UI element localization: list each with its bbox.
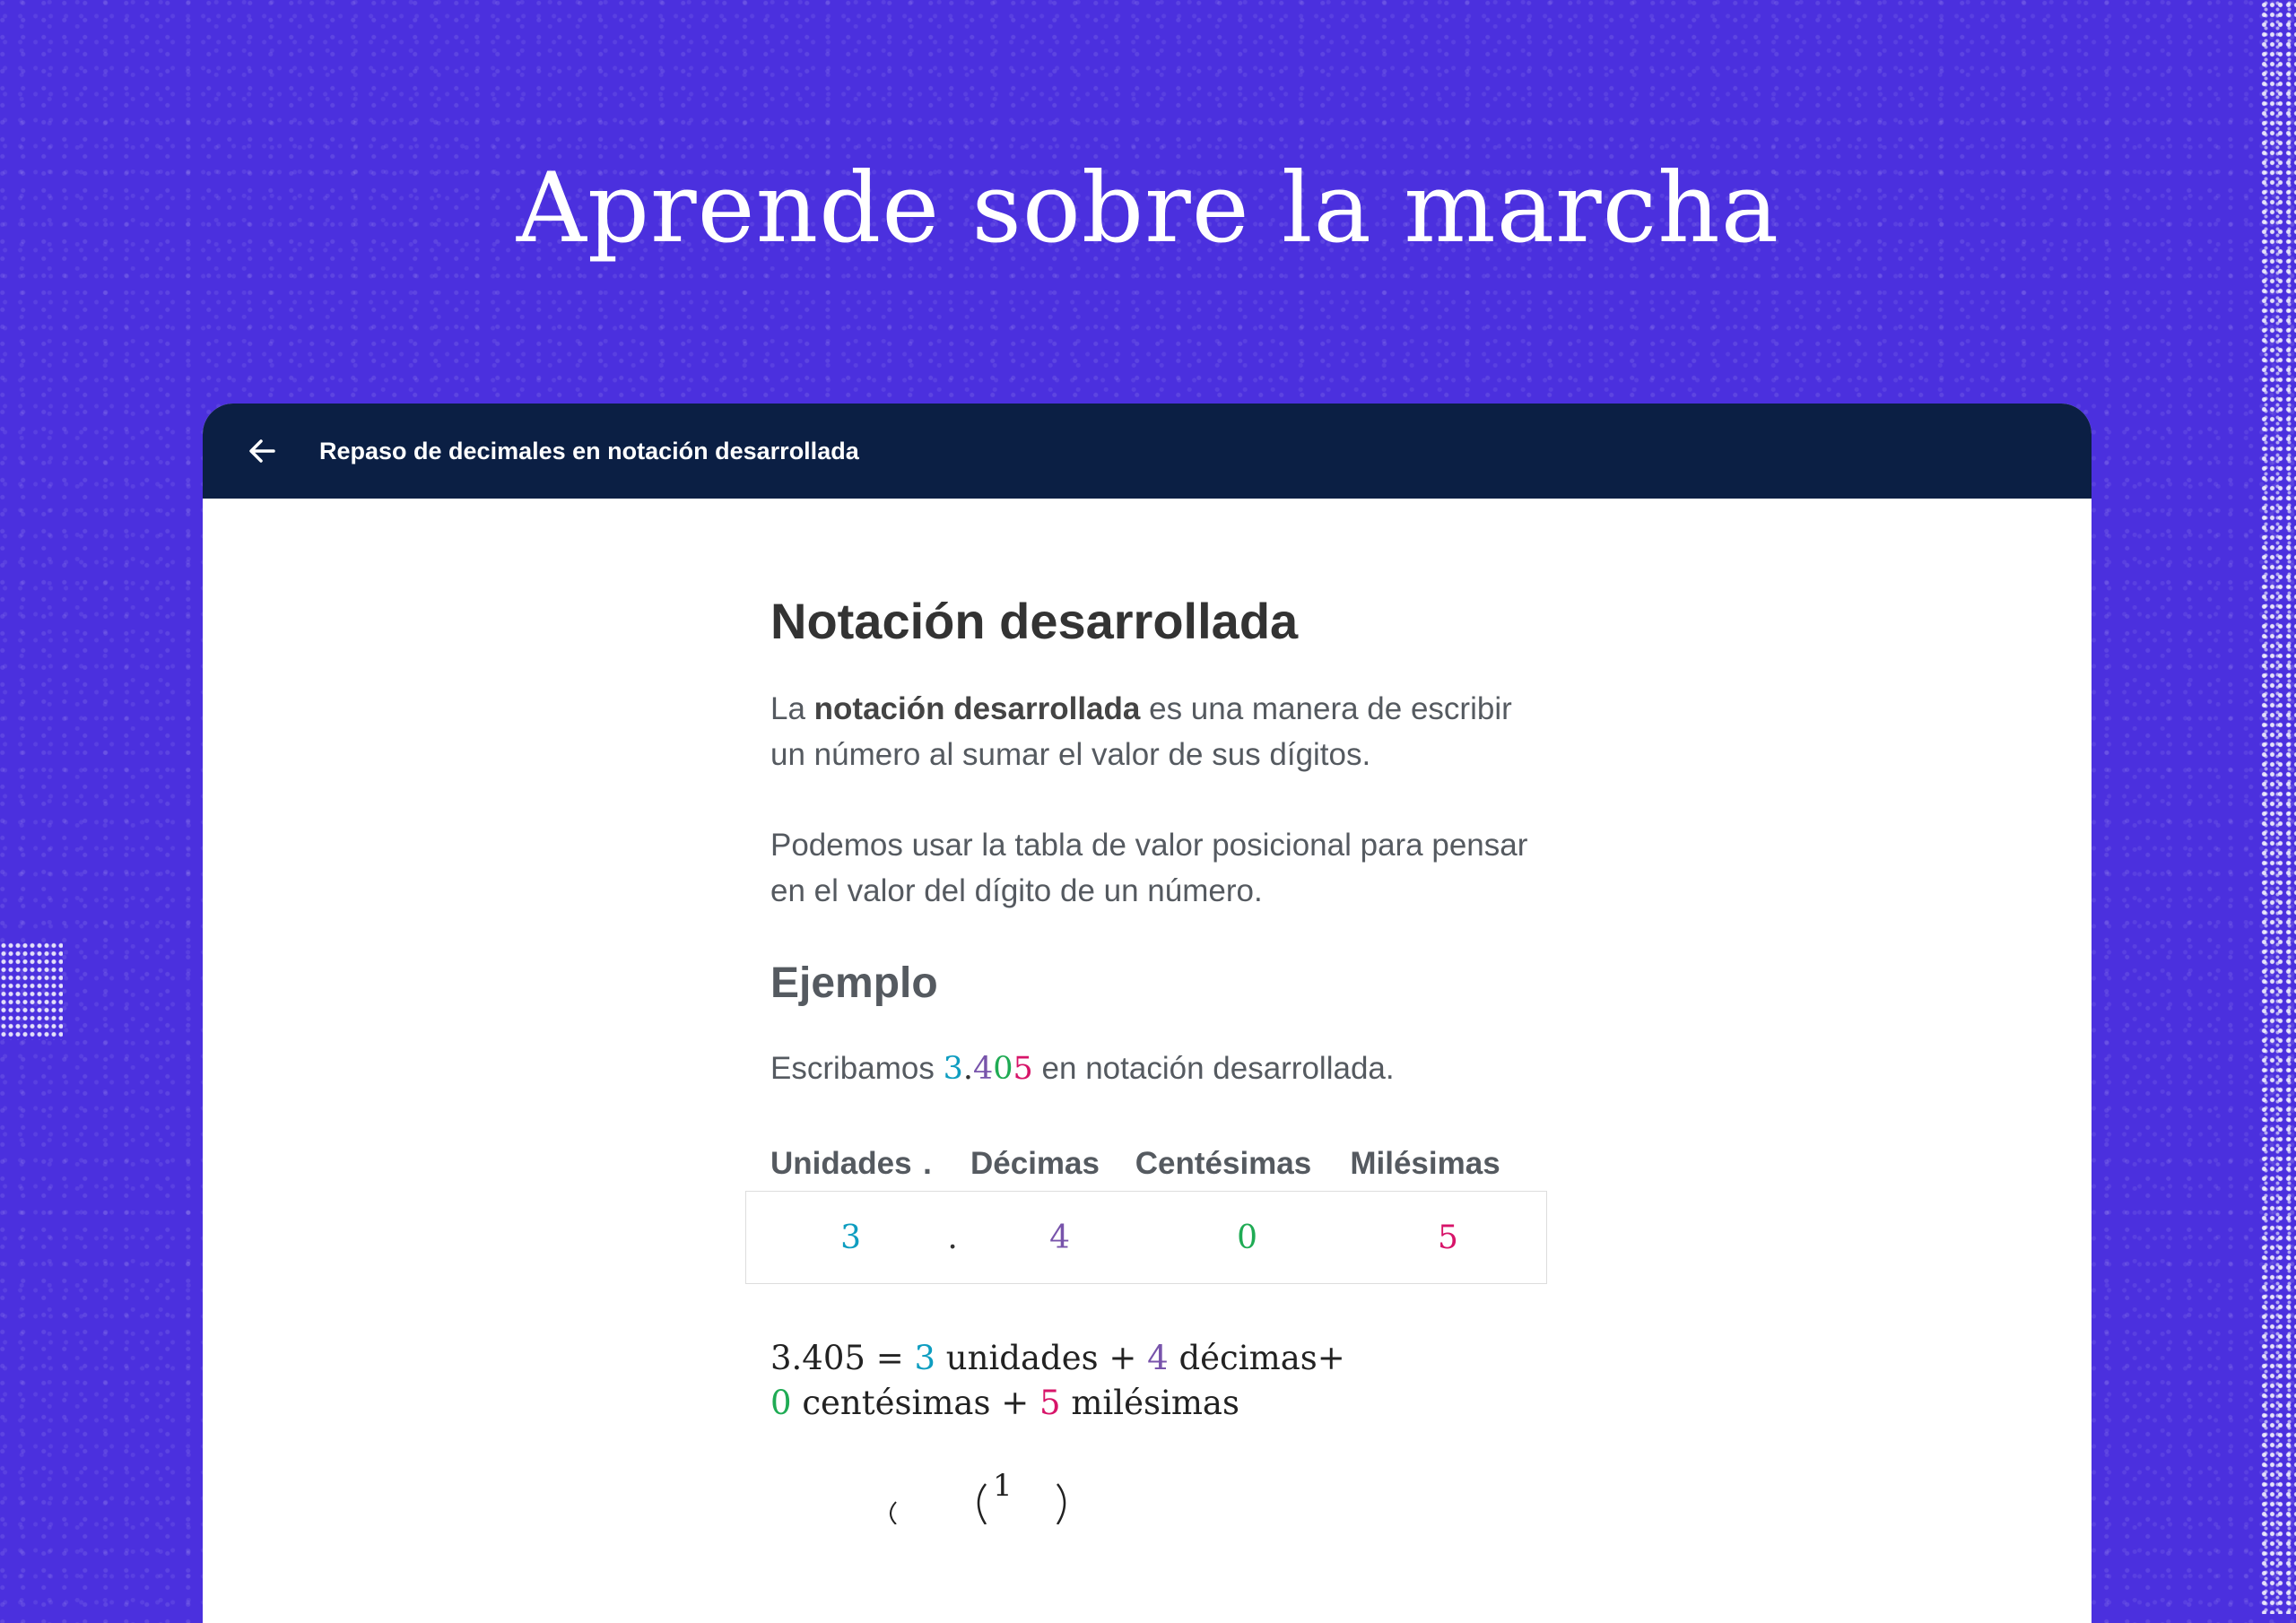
header-point: . — [923, 1146, 932, 1181]
example-paragraph — [770, 1046, 1542, 1092]
lesson-window — [203, 404, 2092, 1623]
equals-sign: = — [875, 1339, 904, 1377]
number-decimal-point: . — [962, 1051, 973, 1087]
fraction-expression-graphic — [878, 1462, 1237, 1524]
term-hundredths-digit: 0 — [770, 1384, 792, 1422]
example-text-end: en notación desarrollada. — [1032, 1051, 1395, 1086]
definition-text: La — [770, 691, 814, 726]
cell-ones: 3 — [840, 1219, 862, 1256]
expanded-equation — [770, 1336, 1560, 1426]
number-digit-hundredths: 0 — [993, 1051, 1013, 1087]
definition-paragraph — [770, 686, 1542, 777]
lesson-title: Repaso de decimales en notación desarrollada — [319, 437, 859, 464]
svg-text:1: 1 — [993, 1468, 1013, 1504]
definition-text-end: es una manera de escribir un número al sumar el valor de sus dígitos. — [770, 691, 1512, 772]
number-digit-thousandths: 5 — [1013, 1051, 1033, 1087]
lesson-topbar — [203, 404, 2092, 499]
term-hundredths-unit: centésimas — [802, 1384, 991, 1422]
back-button[interactable] — [235, 424, 289, 478]
place-value-paragraph: Podemos usar la tabla de valor posicional para pensar en el valor del dígito de un número. — [770, 828, 1528, 908]
header-ones: Unidades — [770, 1146, 912, 1181]
hero-title: Aprende sobre la marcha — [516, 152, 1780, 265]
arrow-left-icon — [248, 438, 275, 464]
definition-term: notación desarrollada — [813, 691, 1141, 726]
equation-line-2 — [770, 1381, 1560, 1426]
header-hundredths: Centésimas — [1135, 1146, 1312, 1181]
cell-hundredths: 0 — [1237, 1219, 1257, 1256]
number-digit-tenths: 4 — [972, 1051, 994, 1087]
cell-tenths: 4 — [1049, 1219, 1070, 1256]
plus-sign: + — [1109, 1339, 1137, 1377]
article-content — [770, 592, 1560, 1515]
cell-thousandths: 5 — [1438, 1219, 1458, 1256]
place-value-header — [770, 1137, 1560, 1191]
term-thousandths-unit: milésimas — [1071, 1384, 1239, 1422]
header-thousandths: Milésimas — [1350, 1146, 1500, 1181]
place-value-row — [745, 1191, 1547, 1284]
article-heading: Notación desarrollada — [770, 593, 1299, 649]
cell-point: . — [947, 1219, 958, 1256]
equation-line-1 — [770, 1336, 1560, 1381]
fraction-equation-partial — [770, 1462, 1560, 1515]
example-heading: Ejemplo — [770, 959, 938, 1007]
equation-lhs: 3.405 — [770, 1339, 865, 1377]
decorative-texture-left — [0, 942, 63, 1040]
plus-sign: + — [1317, 1339, 1345, 1377]
plus-sign: + — [1001, 1384, 1030, 1422]
term-tenths-unit: décimas — [1178, 1339, 1318, 1377]
term-thousandths-digit: 5 — [1039, 1384, 1061, 1422]
example-text: Escribamos — [770, 1051, 944, 1086]
term-ones-unit: unidades — [945, 1339, 1099, 1377]
number-digit-ones: 3 — [943, 1051, 963, 1087]
header-tenths: Décimas — [970, 1146, 1100, 1181]
term-tenths-digit: 4 — [1147, 1339, 1169, 1377]
term-ones-digit: 3 — [914, 1339, 936, 1377]
